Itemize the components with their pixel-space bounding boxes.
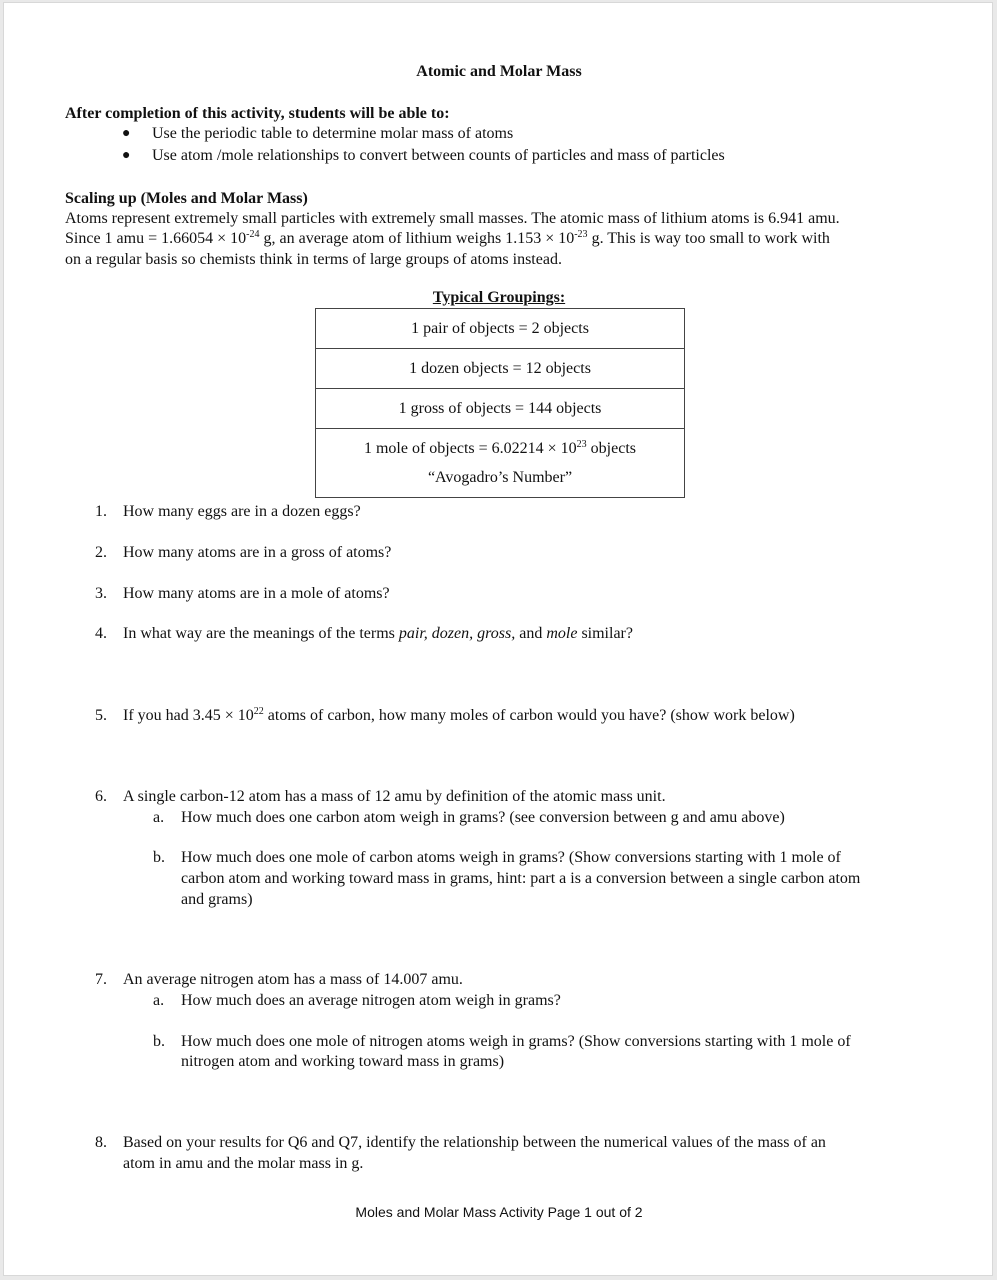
table-row: 1 gross of objects = 144 objects xyxy=(316,389,685,429)
mole-definition: 1 mole of objects = $6.02214 \times 10^{23}$ objects xyxy=(363,439,636,457)
objectives-heading: After completion of this activity, students will be able to: xyxy=(65,105,450,122)
table-row xyxy=(316,429,685,498)
paragraph-line: Atoms represent extremely small particles with extremely small masses. The atomic mass of lithium atoms is 6.941 amu. xyxy=(65,210,840,227)
bullet-icon: ● xyxy=(122,147,131,163)
page-title: Atomic and Molar Mass xyxy=(416,63,582,80)
table-row: 1 pair of objects = 2 objects xyxy=(316,309,685,349)
table-row: 1 dozen objects = 12 objects xyxy=(316,349,685,389)
section-heading: Scaling up (Moles and Molar Mass) xyxy=(65,190,308,207)
paragraph-line: on a regular basis so chemists think in terms of large groups of atoms instead. xyxy=(65,251,562,268)
page-footer: Moles and Molar Mass Activity Page 1 out of 2 xyxy=(355,1204,643,1220)
bullet-icon: ● xyxy=(122,126,131,141)
avogadro-label: “Avogadro’s Number” xyxy=(427,469,573,486)
document-page: Atomic and Molar Mass After completion of this activity, students will be able to: ● Use the periodic table to determine molar mass of atoms ● Use atom /mole relationships to convert between counts of particles and mass of particles Scaling up (Moles and Molar Mass) Atoms represent extremely small particles with extremely small masses. The atomic mass of lithium atoms is 6.941 amu. Since 1 amu = $1.66054 \times 10^{-24}$ g, an average atom of lithium weighs $1.153 \times 10^{-23}$ g. This is way too small to work with on a regular basis so chemists think in terms of large groups of atoms instead. Typical Groupings: 1 pair of objects = 2 objects 1 dozen objects = 12 objects 1 gross of objects = 144 objects 1 mole of objects = $6.02214 \times 10^{23}$ objects “Avogadro’s Number” 1. How many eggs are in a dozen eggs? 2. How many atoms are in a gross of atoms? 3. How many atoms are in a mole of atoms? 4. In what way are the meanings of the terms pair, dozen, gross, and mole similar? 5. If you had $3.45 \times 10^{22}$ atoms of carbon, how many moles of carbon would you have? (show work below) 6. A single carbon-12 atom has a mass of 12 amu by definition of the atomic mass unit. a. How much does one carbon atom weigh in grams? (see conversion between g and amu above) b. How much does one mole of carbon atoms weigh in grams? (Show conversions starting with 1 mole of carbon atom and working toward mass in grams, hint: part a is a conversion between a single carbon atom and grams) 7. An average nitrogen atom has a mass of 14.007 amu. a. How much does an average nitrogen atom weigh in grams? b. How much does one mole of nitrogen atoms weigh in grams? (Show conversions starting with 1 mole of nitrogen atom and working toward mass in grams) 8. Based on your results for Q6 and Q7, identify the relationship between the numerical values of the mass of an atom in amu and the molar mass in g. Moles and Molar Mass Activity Page 1 out of 2 xyxy=(3,2,993,1276)
paragraph-line: Since 1 amu = $1.66054 \times 10^{-24}$ g, an average atom of lithium weighs $1.153 \times 10^{-23}$ g. This is way too small to work with xyxy=(65,229,830,247)
groupings-table xyxy=(315,308,685,498)
table-title: Typical Groupings: xyxy=(432,289,566,306)
